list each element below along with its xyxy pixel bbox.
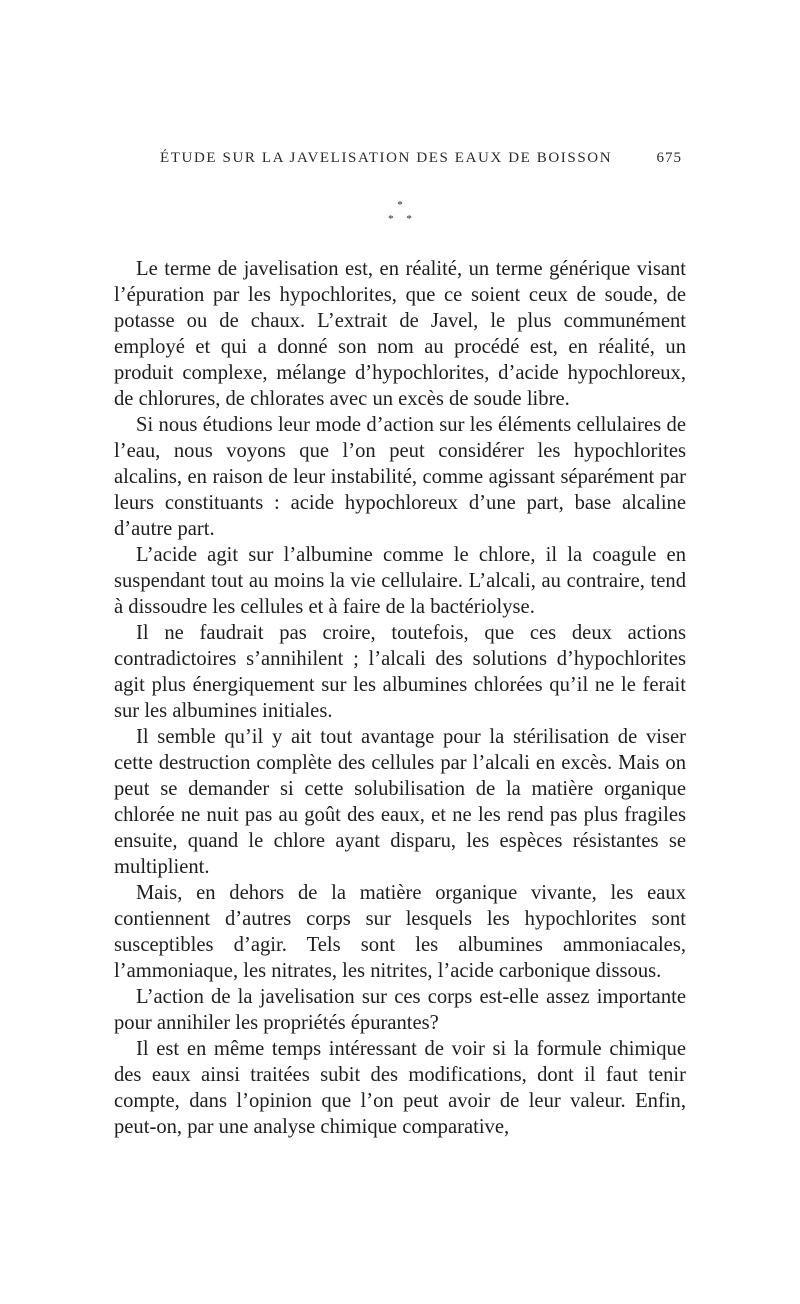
page-number: 675 bbox=[656, 150, 682, 166]
paragraph-5: Il semble qu’il y ait tout avantage pour la stérilisation de viser cette destruction complète des cellules par l’alcali en excès. Mais on peut se demander si cette solubilisation de la matière organique chlorée ne nuit pas au goût des eaux, et ne les rend pas plus fragiles ensuite, quand le chlore ayant disparu, les espèces résistantes se multiplient. bbox=[114, 726, 686, 878]
paragraph-7: L’action de la javelisation sur ces corps est-elle assez importante pour annihiler les propriétés épurantes? bbox=[114, 986, 686, 1034]
paragraph-1: Le terme de javelisation est, en réalité, un terme générique visant l’épuration par les hypochlorites, que ce soient ceux de soude, de potasse ou de chaux. L’extrait de Javel, le plus communément employé et qui a donné son nom au procédé est, en réalité, un produit complexe, mélange d’hypochlorites, d’acide hypochloreux, de chlorures, de chlorates avec un excès de soude libre. bbox=[114, 258, 686, 410]
paragraph-6: Mais, en dehors de la matière organique vivante, les eaux contiennent d’autres corps sur lesquels les hypochlorites sont susceptibles d’agir. Tels sont les albumines ammoniacales, l’ammoniaque, les nitrates, les nitrites, l’acide carbonique dissous. bbox=[114, 882, 686, 982]
paragraph-8: Il est en même temps intéressant de voir si la formule chimique des eaux ainsi traitées subit des modifications, dont il faut tenir compte, dans l’opinion que l’on peut avoir de leur valeur. Enfin, peut-on, par une analyse chimique comparative, bbox=[114, 1038, 686, 1138]
paragraph-3: L’acide agit sur l’albumine comme le chlore, il la coagule en suspendant tout au moins la vie cellulaire. L’alcali, au contraire, tend à dissoudre les cellules et à faire de la bactériolyse. bbox=[114, 544, 686, 618]
paragraph-4: Il ne faudrait pas croire, toutefois, que ces deux actions contradictoires s’annihilent ; l’alcali des solutions d’hypochlorites agit plus énergiquement sur les albumines chlorées qu’il ne le ferait sur les albumines initiales. bbox=[114, 622, 686, 722]
asterism-bottom: * * bbox=[388, 213, 412, 225]
running-header bbox=[160, 150, 682, 174]
running-title: ÉTUDE SUR LA JAVELISATION DES EAUX DE BOISSON bbox=[160, 150, 613, 166]
asterism-top: * bbox=[397, 199, 403, 211]
paragraph-2: Si nous étudions leur mode d’action sur les éléments cellulaires de l’eau, nous voyons que l’on peut considérer les hypochlorites alcalins, en raison de leur instabilité, comme agissant séparément par leurs constituants : acide hypochloreux d’une part, base alcaline d’autre part. bbox=[114, 414, 686, 540]
section-break-asterism bbox=[370, 198, 430, 238]
body-text bbox=[114, 256, 686, 1140]
